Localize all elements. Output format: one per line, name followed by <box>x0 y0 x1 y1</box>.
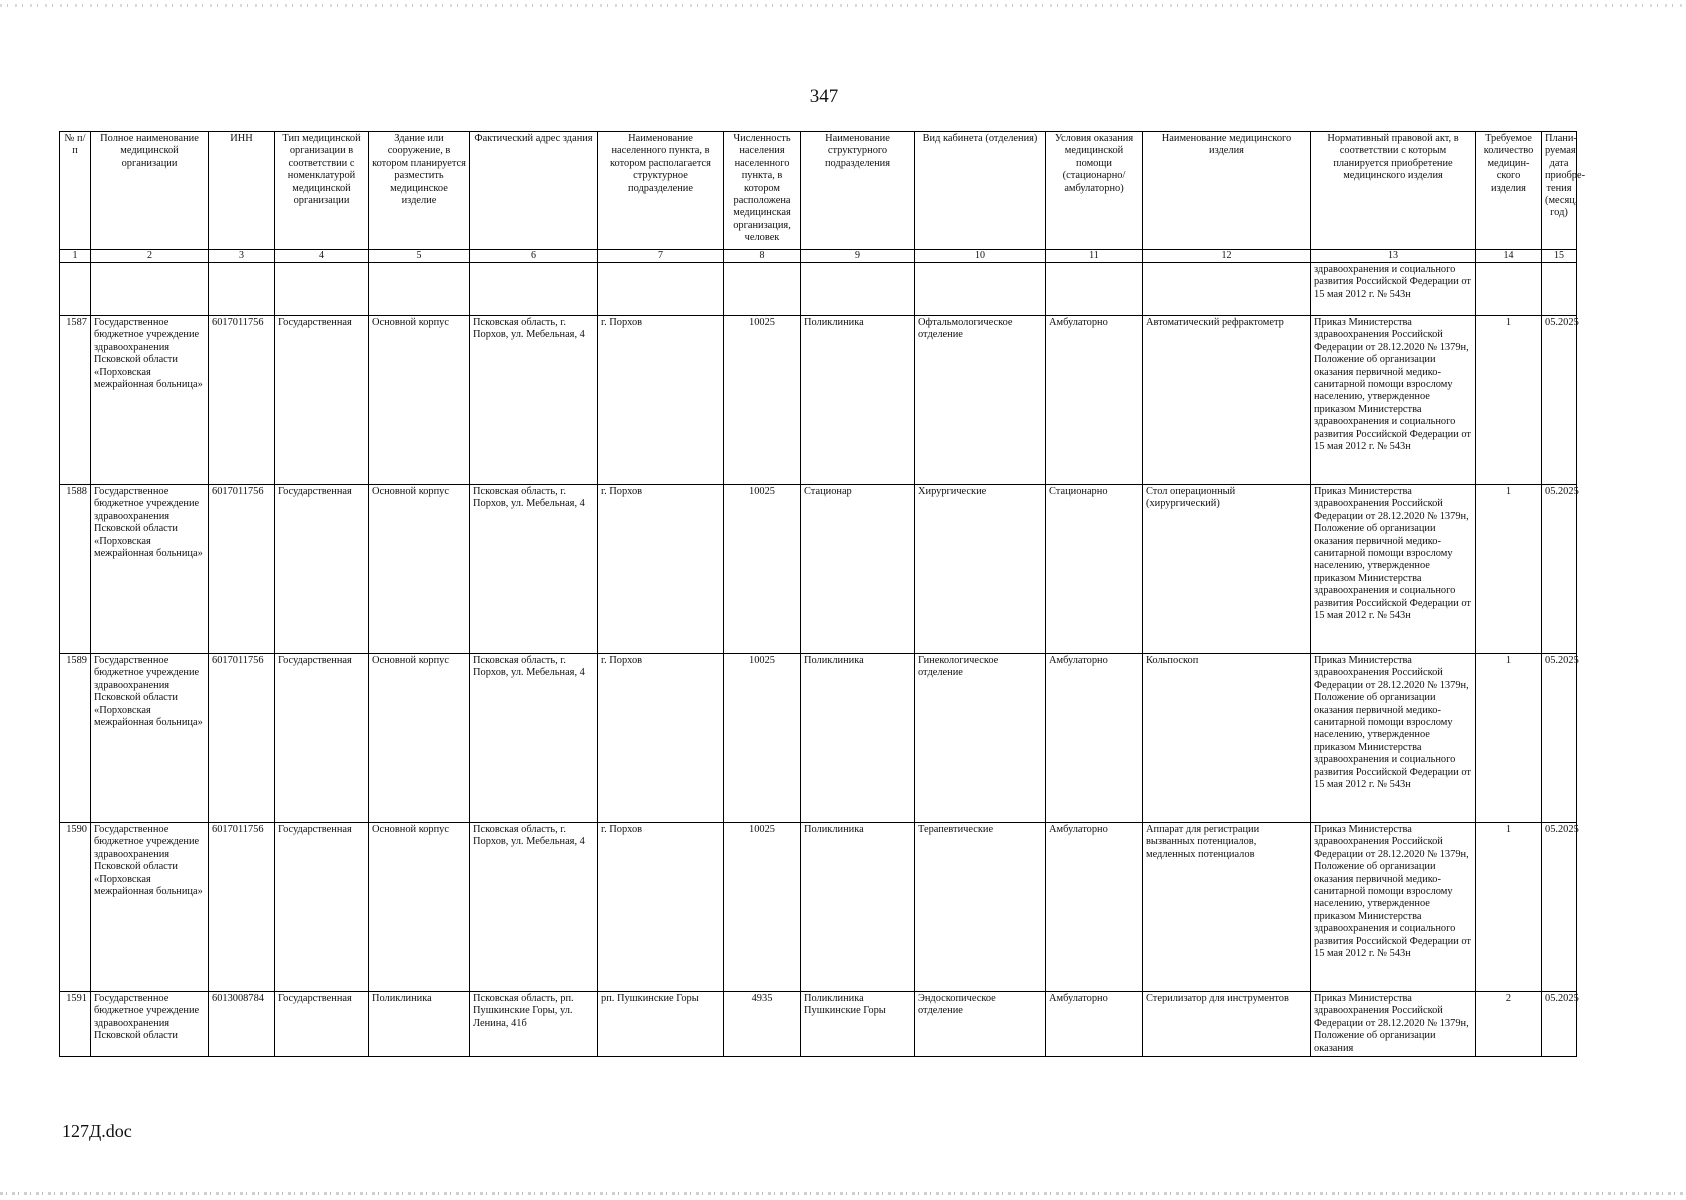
header-cell: Требуемое количество медицин-ского изделия <box>1476 132 1542 250</box>
care-conditions: Амбулаторно <box>1046 654 1143 823</box>
room-type: Офтальмологическое отделение <box>915 316 1046 485</box>
header-cell: Здание или сооружение, в котором планируется разместить медицинское изделие <box>369 132 470 250</box>
column-number: 15 <box>1542 250 1577 263</box>
address: Псковская область, г. Порхов, ул. Мебельная, 4 <box>470 654 598 823</box>
device-name: Стерилизатор для инструментов <box>1143 992 1311 1057</box>
header-row <box>60 132 1577 250</box>
column-number: 11 <box>1046 250 1143 263</box>
header-cell: Наименование населенного пункта, в котором располагается структурное подразделение <box>598 132 724 250</box>
table-row <box>60 485 1577 654</box>
scan-edge-top <box>0 4 1686 7</box>
care-conditions: Амбулаторно <box>1046 992 1143 1057</box>
locality: г. Порхов <box>598 485 724 654</box>
header-cell: Численность населения населенного пункта, в котором расположена медицинская организация, человек <box>724 132 801 250</box>
planned-date: 05.2025 <box>1542 654 1577 823</box>
header-cell: ИНН <box>209 132 275 250</box>
locality: г. Порхов <box>598 823 724 992</box>
legal-act: Приказ Министерства здравоохранения Российской Федерации от 28.12.2020 № 1379н, Положение об организации оказания первичной медико-санитарной помощи взрослому населению, утвержденное приказом Министерства здравоохранения и социального развития Российской Федерации от 15 мая 2012 г. № 543н <box>1311 485 1476 654</box>
planned-date: 05.2025 <box>1542 316 1577 485</box>
column-number: 4 <box>275 250 369 263</box>
quantity: 1 <box>1476 485 1542 654</box>
population: 10025 <box>724 823 801 992</box>
header-cell: Тип медицинской организации в соответствии с номенклатурой медицинской организации <box>275 132 369 250</box>
column-number: 12 <box>1143 250 1311 263</box>
care-conditions: Стационарно <box>1046 485 1143 654</box>
planned-date: 05.2025 <box>1542 992 1577 1057</box>
building: Основной корпус <box>369 485 470 654</box>
footer-file-name: 127Д.doc <box>62 1121 132 1141</box>
column-number: 1 <box>60 250 91 263</box>
legal-act: Приказ Министерства здравоохранения Российской Федерации от 28.12.2020 № 1379н, Положение об организации оказания первичной медико-санитарной помощи взрослому населению, утвержденное приказом Министерства здравоохранения и социального развития Российской Федерации от 15 мая 2012 г. № 543н <box>1311 823 1476 992</box>
building: Основной корпус <box>369 823 470 992</box>
population: 10025 <box>724 316 801 485</box>
room-type: Эндоскопическое отделение <box>915 992 1046 1057</box>
column-number: 7 <box>598 250 724 263</box>
equipment-table <box>59 131 1586 1057</box>
inn: 6017011756 <box>209 485 275 654</box>
column-number: 8 <box>724 250 801 263</box>
inn: 6017011756 <box>209 823 275 992</box>
row-number: 1590 <box>60 823 91 992</box>
population: 10025 <box>724 485 801 654</box>
header-cell: Условия оказания медицинской помощи (стационарно/ амбулаторно) <box>1046 132 1143 250</box>
room-type: Терапевтические <box>915 823 1046 992</box>
population: 4935 <box>724 992 801 1057</box>
row-number: 1591 <box>60 992 91 1057</box>
table-row <box>60 316 1577 485</box>
header-cell: Полное наименование медицинской организации <box>91 132 209 250</box>
locality: г. Порхов <box>598 654 724 823</box>
building: Основной корпус <box>369 316 470 485</box>
header-cell: Наименование медицинского изделия <box>1143 132 1311 250</box>
planned-date: 05.2025 <box>1542 823 1577 992</box>
locality: г. Порхов <box>598 316 724 485</box>
organization-name: Государственное бюджетное учреждение здравоохранения Псковской области <box>91 992 209 1057</box>
header-cell: Нормативный правовой акт, в соответствии с которым планируется приобретение медицинского изделия <box>1311 132 1476 250</box>
column-number: 10 <box>915 250 1046 263</box>
quantity: 2 <box>1476 992 1542 1057</box>
scan-edge-bottom <box>0 1192 1686 1195</box>
header-cell: № п/п <box>60 132 91 250</box>
structural-unit: Поликлиника <box>801 654 915 823</box>
care-conditions: Амбулаторно <box>1046 823 1143 992</box>
page-number: 347 <box>809 86 839 107</box>
care-conditions: Амбулаторно <box>1046 316 1143 485</box>
building: Поликлиника <box>369 992 470 1057</box>
device-name: Автоматический рефрактометр <box>1143 316 1311 485</box>
device-name: Стол операционный (хирургический) <box>1143 485 1311 654</box>
column-number: 2 <box>91 250 209 263</box>
inn: 6017011756 <box>209 316 275 485</box>
row-number: 1587 <box>60 316 91 485</box>
legal-act: Приказ Министерства здравоохранения Российской Федерации от 28.12.2020 № 1379н, Положение об организации оказания <box>1311 992 1476 1057</box>
planned-date: 05.2025 <box>1542 485 1577 654</box>
table-row <box>60 654 1577 823</box>
header-cell: Плани-руемая дата приобре-тения (месяц, год) <box>1542 132 1577 250</box>
table-row <box>60 992 1577 1057</box>
organization-name: Государственное бюджетное учреждение здравоохранения Псковской области «Порховская межрайонная больница» <box>91 654 209 823</box>
row-number: 1589 <box>60 654 91 823</box>
structural-unit: Поликлиника <box>801 316 915 485</box>
inn: 6017011756 <box>209 654 275 823</box>
inn: 6013008784 <box>209 992 275 1057</box>
quantity: 1 <box>1476 823 1542 992</box>
room-type: Гинекологическое отделение <box>915 654 1046 823</box>
organization-type: Государственная <box>275 823 369 992</box>
row-number: 1588 <box>60 485 91 654</box>
locality: рп. Пушкинские Горы <box>598 992 724 1057</box>
organization-type: Государственная <box>275 654 369 823</box>
quantity: 1 <box>1476 654 1542 823</box>
structural-unit: Поликлиника <box>801 823 915 992</box>
header-cell: Наименование структурного подразделения <box>801 132 915 250</box>
table-row <box>60 823 1577 992</box>
address: Псковская область, г. Порхов, ул. Мебельная, 4 <box>470 485 598 654</box>
organization-name: Государственное бюджетное учреждение здравоохранения Псковской области «Порховская межрайонная больница» <box>91 485 209 654</box>
address: Псковская область, г. Порхов, ул. Мебельная, 4 <box>470 316 598 485</box>
legal-act: Приказ Министерства здравоохранения Российской Федерации от 28.12.2020 № 1379н, Положение об организации оказания первичной медико-санитарной помощи взрослому населению, утвержденное приказом Министерства здравоохранения и социального развития Российской Федерации от 15 мая 2012 г. № 543н <box>1311 316 1476 485</box>
legal-act: Приказ Министерства здравоохранения Российской Федерации от 28.12.2020 № 1379н, Положение об организации оказания первичной медико-санитарной помощи взрослому населению, утвержденное приказом Министерства здравоохранения и социального развития Российской Федерации от 15 мая 2012 г. № 543н <box>1311 654 1476 823</box>
device-name: Кольпоскоп <box>1143 654 1311 823</box>
device-name: Аппарат для регистрации вызванных потенциалов, медленных потенциалов <box>1143 823 1311 992</box>
room-type: Хирургические <box>915 485 1046 654</box>
column-number-row <box>60 250 1577 263</box>
building: Основной корпус <box>369 654 470 823</box>
population: 10025 <box>724 654 801 823</box>
header-cell: Фактический адрес здания <box>470 132 598 250</box>
column-number: 9 <box>801 250 915 263</box>
organization-type: Государственная <box>275 316 369 485</box>
address: Псковская область, г. Порхов, ул. Мебельная, 4 <box>470 823 598 992</box>
carryover-act-text: здравоохранения и социального развития Российской Федерации от 15 мая 2012 г. № 543н <box>1311 263 1476 316</box>
quantity: 1 <box>1476 316 1542 485</box>
column-number: 6 <box>470 250 598 263</box>
header-cell: Вид кабинета (отделения) <box>915 132 1046 250</box>
organization-name: Государственное бюджетное учреждение здравоохранения Псковской области «Порховская межрайонная больница» <box>91 316 209 485</box>
carryover-row <box>60 263 1577 316</box>
organization-name: Государственное бюджетное учреждение здравоохранения Псковской области «Порховская межрайонная больница» <box>91 823 209 992</box>
structural-unit: Поликлиника Пушкинские Горы <box>801 992 915 1057</box>
organization-type: Государственная <box>275 992 369 1057</box>
column-number: 5 <box>369 250 470 263</box>
address: Псковская область, рп. Пушкинские Горы, ул. Ленина, 41б <box>470 992 598 1057</box>
organization-type: Государственная <box>275 485 369 654</box>
structural-unit: Стационар <box>801 485 915 654</box>
column-number: 14 <box>1476 250 1542 263</box>
column-number: 3 <box>209 250 275 263</box>
column-number: 13 <box>1311 250 1476 263</box>
